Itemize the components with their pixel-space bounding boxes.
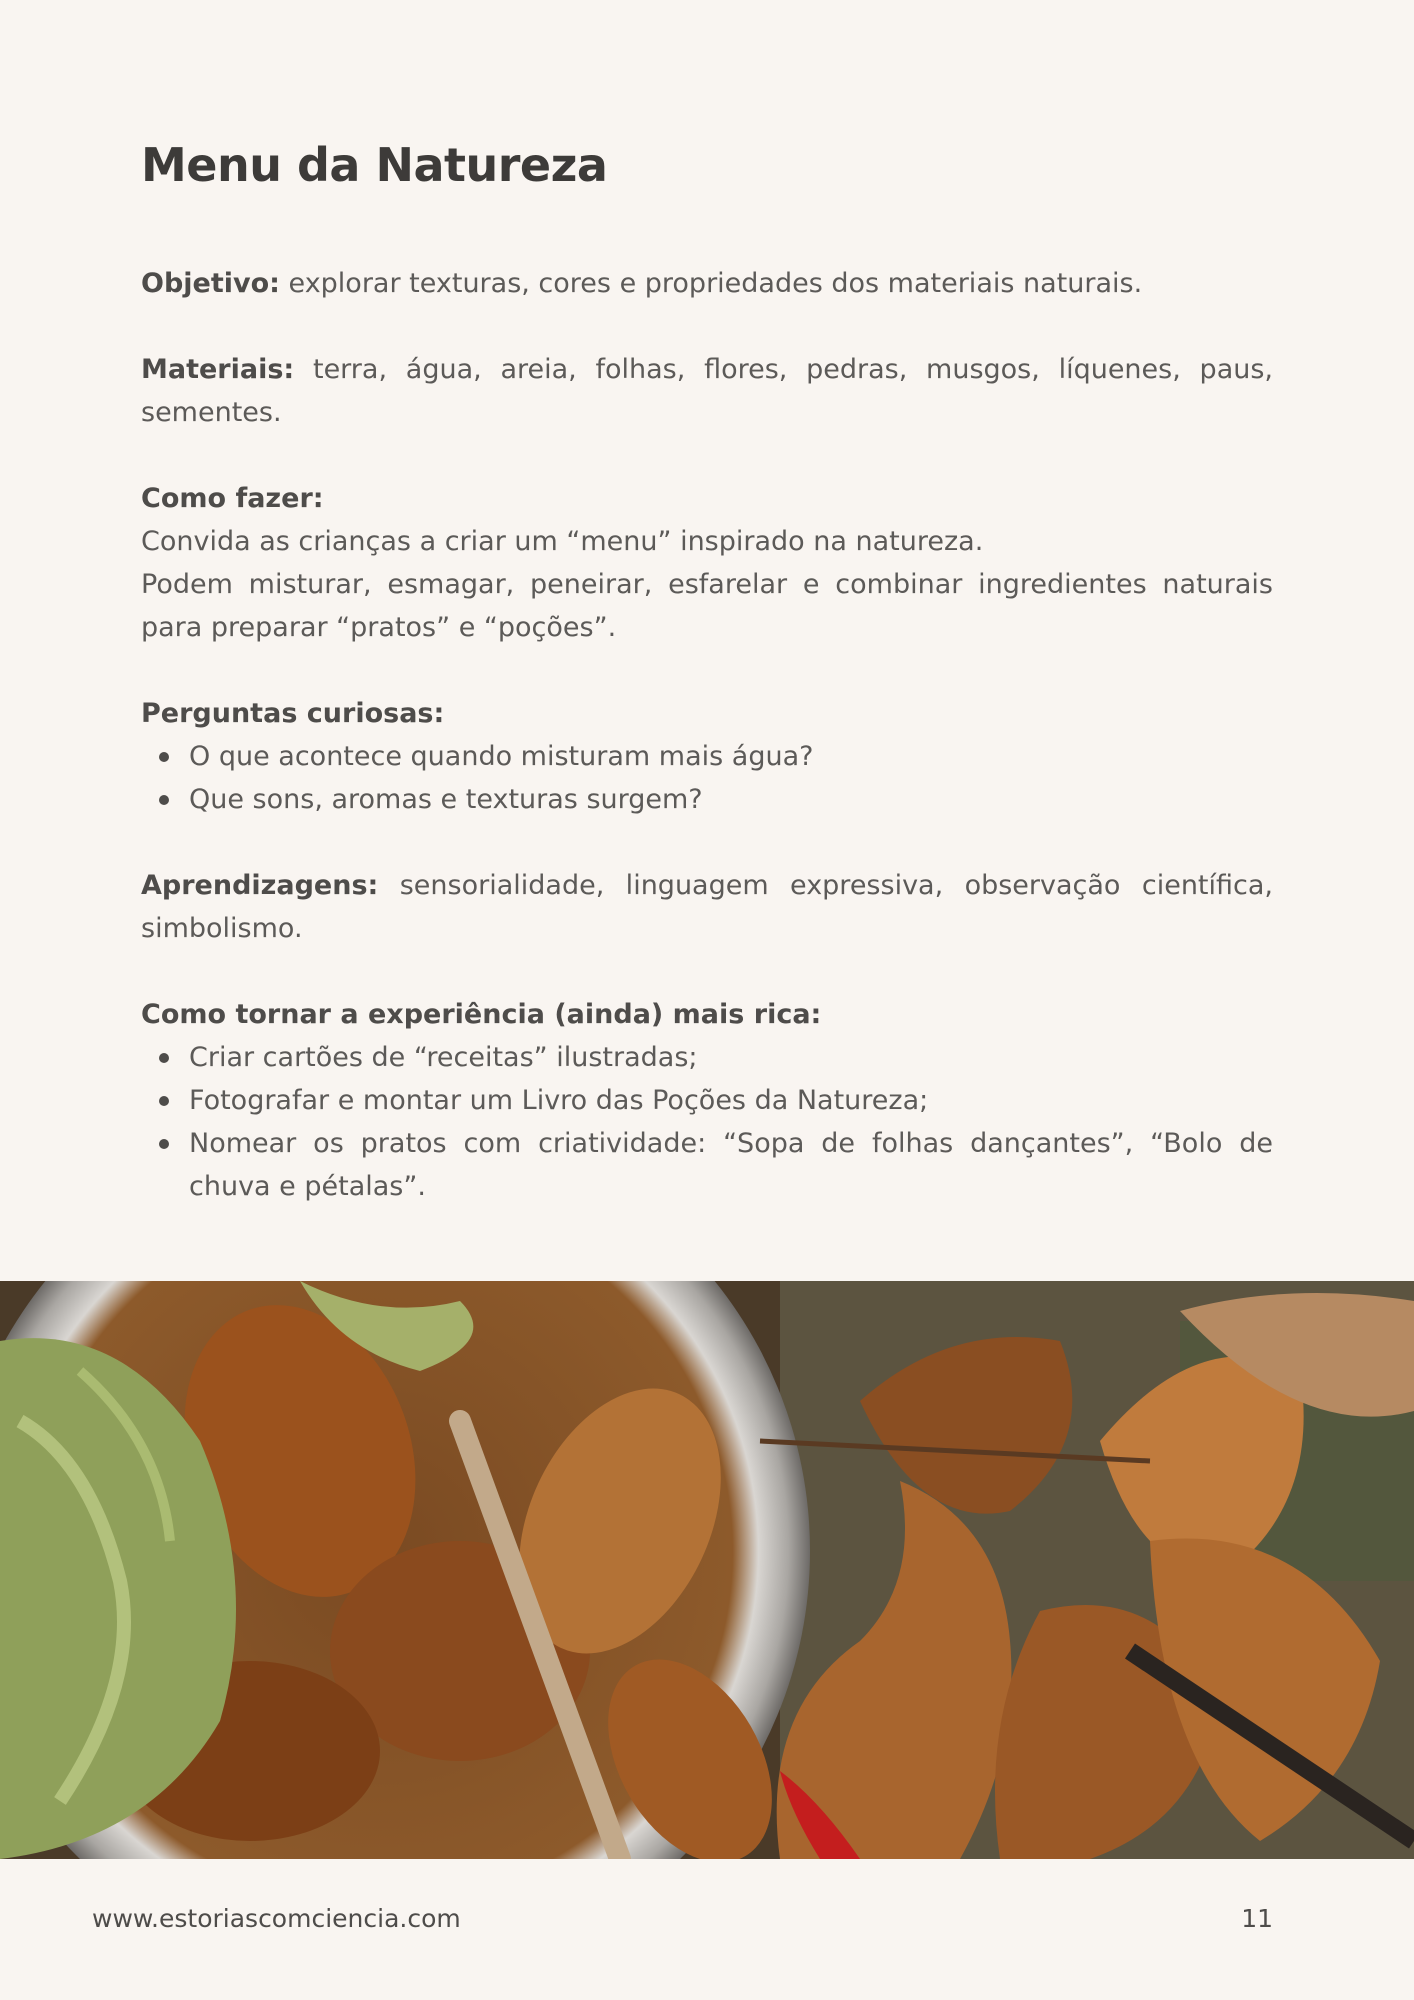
list-item: Criar cartões de “receitas” ilustradas; (189, 1036, 1273, 1079)
enrich-list (141, 1036, 1273, 1208)
objective-paragraph (141, 262, 1273, 305)
enrich-heading (141, 993, 1273, 1036)
page-number: 11 (1241, 1904, 1273, 1933)
list-item: Fotografar e montar um Livro das Poções da Natureza; (189, 1079, 1273, 1122)
list-item: O que acontece quando misturam mais água? (189, 735, 1273, 778)
questions-label: Perguntas curiosas: (141, 698, 445, 729)
learning-paragraph (141, 864, 1273, 950)
objective-text: explorar texturas, cores e propriedades dos materiais naturais. (279, 268, 1143, 299)
how-to-line: Convida as crianças a criar um “menu” inspirado na natureza. (141, 526, 984, 557)
list-item: Nomear os pratos com criatividade: “Sopa de folhas dançantes”, “Bolo de chuva e pétalas”. (189, 1122, 1273, 1208)
nature-photo (0, 1281, 1414, 1859)
questions-heading (141, 692, 1273, 735)
how-to-heading (141, 477, 1273, 520)
page-title: Menu da Natureza (141, 138, 608, 192)
learning-text: sensorialidade, linguagem expressiva, observação científica, simbolismo. (141, 870, 1273, 944)
enrich-label: Como tornar a experiência (ainda) mais rica: (141, 999, 822, 1030)
materials-label: Materiais: (141, 354, 295, 385)
materials-text: terra, água, areia, folhas, flores, pedras, musgos, líquenes, paus, sementes. (141, 354, 1273, 428)
materials-paragraph (141, 348, 1273, 434)
footer-url[interactable]: www.estoriascomciencia.com (92, 1904, 461, 1933)
leaves-and-lichen-image (0, 1281, 1414, 1859)
learning-label: Aprendizagens: (141, 870, 379, 901)
list-item: Que sons, aromas e texturas surgem? (189, 778, 1273, 821)
questions-list (141, 735, 1273, 821)
how-to-label: Como fazer: (141, 483, 324, 514)
how-to-line: Podem misturar, esmagar, peneirar, esfarelar e combinar ingredientes naturais para preparar “pratos” e “poções”. (141, 569, 1273, 643)
activity-content (141, 262, 1273, 1208)
objective-label: Objetivo: (141, 268, 280, 299)
